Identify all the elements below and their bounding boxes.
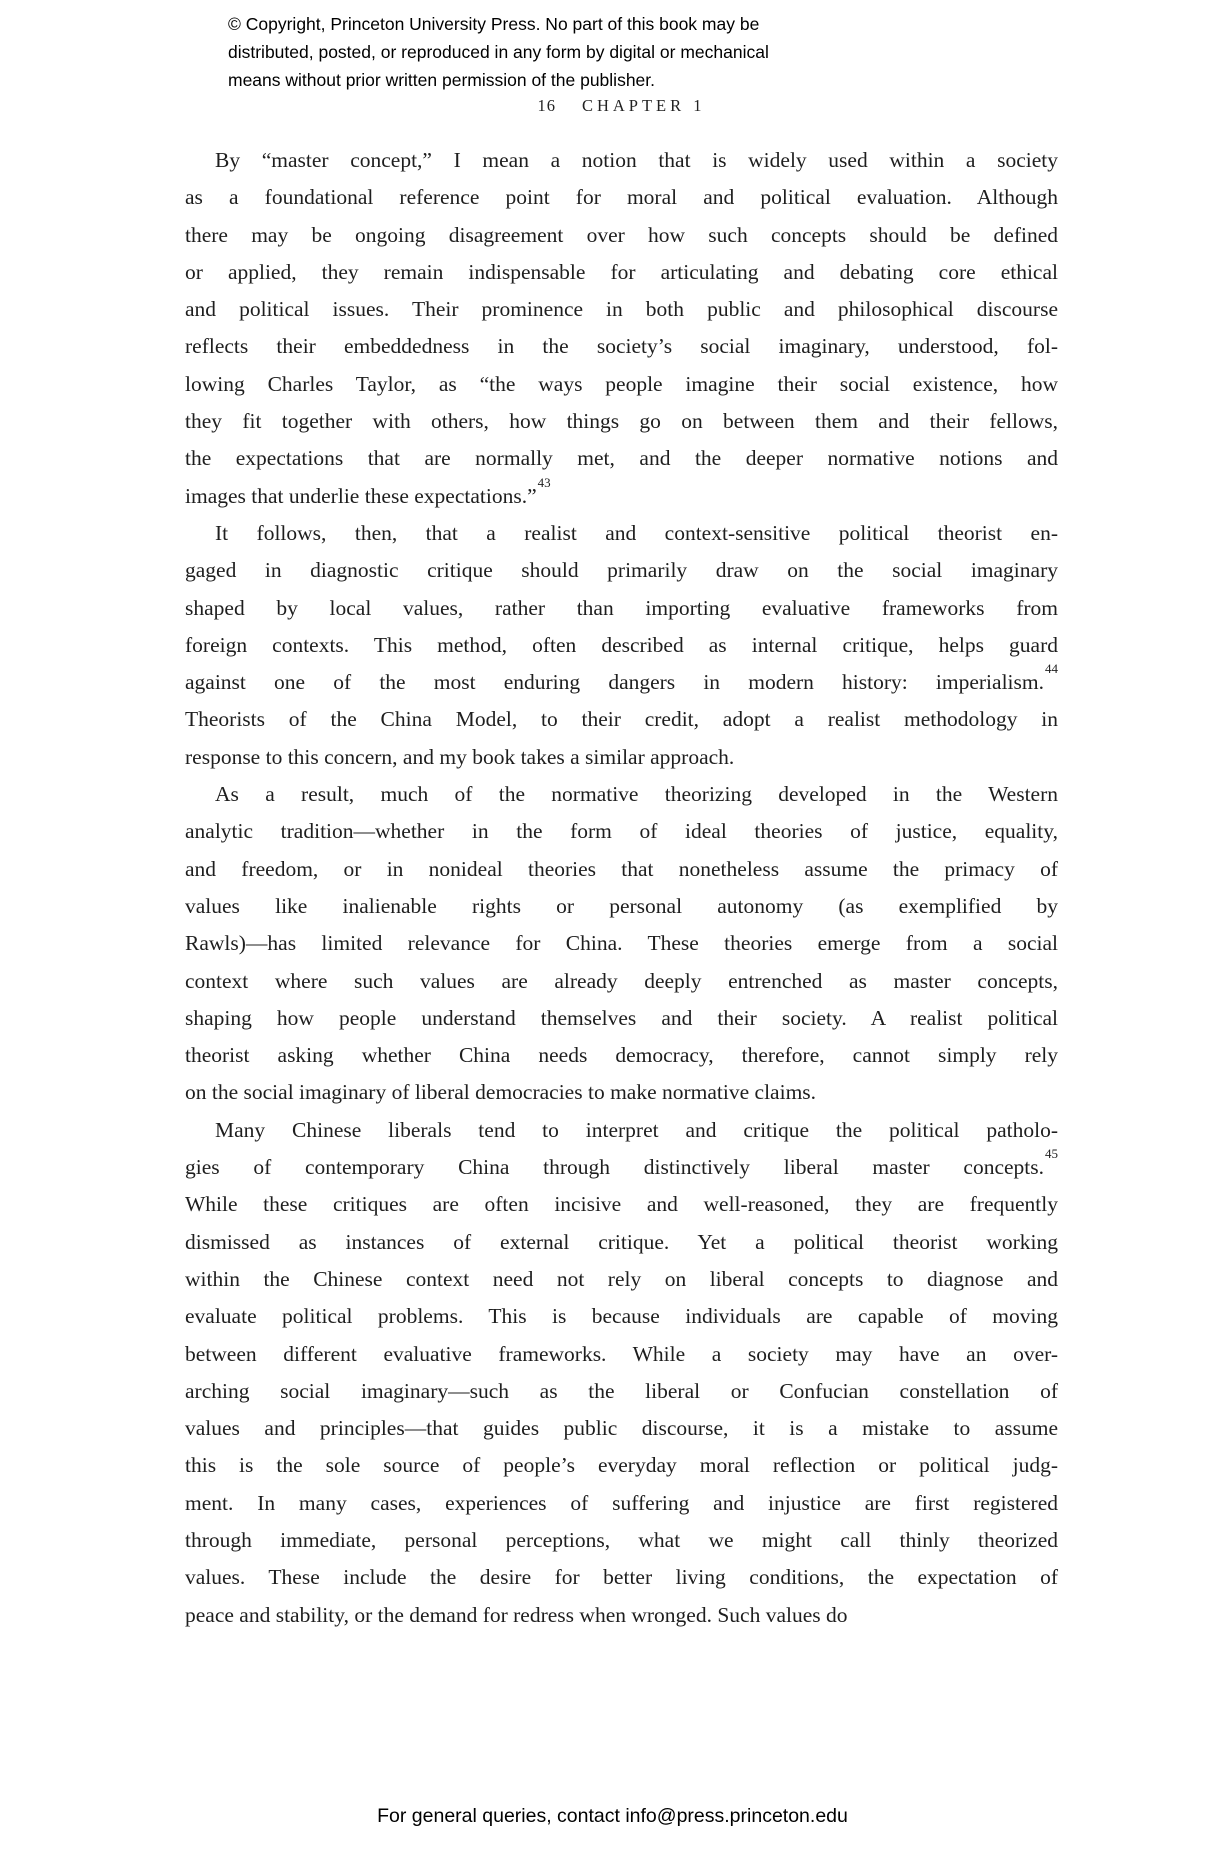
- text-line-content: analytic tradition—whether in the form of ideal theories of justice, equality,: [185, 819, 1058, 844]
- body-text: [185, 142, 1058, 1634]
- text-line: [185, 403, 1058, 440]
- text-line: [185, 627, 1058, 664]
- text-line: [185, 366, 1058, 403]
- copyright-line: distributed, posted, or reproduced in any form by digital or mechanical: [228, 42, 769, 62]
- text-line: [185, 1037, 1058, 1074]
- text-line: [185, 1336, 1058, 1373]
- text-line: [185, 1112, 1058, 1149]
- text-line-content: between different evaluative frameworks. While a society may have an over-: [185, 1341, 1058, 1366]
- text-line-content: values like inalienable rights or personal autonomy (as exemplified by: [185, 893, 1058, 918]
- text-line-content: lowing Charles Taylor, as “the ways people imagine their social existence, how: [185, 371, 1058, 396]
- text-line: [185, 474, 1058, 515]
- body-paragraph: [185, 1112, 1058, 1634]
- text-line: [185, 1074, 1058, 1111]
- text-line: [185, 179, 1058, 216]
- text-line-content: Theorists of the China Model, to their credit, adopt a realist methodology in: [185, 707, 1058, 732]
- text-line-content: shaped by local values, rather than importing evaluative frameworks from: [185, 595, 1058, 620]
- text-line: [185, 1373, 1058, 1410]
- footnote-reference: 43: [537, 474, 551, 490]
- text-line-content: as a foundational reference point for moral and political evaluation. Although: [185, 185, 1058, 210]
- footnote-reference: 44: [1045, 661, 1058, 676]
- text-line: [185, 328, 1058, 365]
- text-line: [185, 552, 1058, 589]
- text-line-content: and political issues. Their prominence in both public and philosophical discourse: [185, 297, 1058, 322]
- text-line-content: dismissed as instances of external critique. Yet a political theorist working: [185, 1229, 1058, 1254]
- text-line: [185, 254, 1058, 291]
- text-line-content: peace and stability, or the demand for redress when wronged. Such values do: [185, 1602, 848, 1627]
- body-paragraph: [185, 515, 1058, 776]
- text-line-content: evaluate political problems. This is because individuals are capable of moving: [185, 1304, 1058, 1329]
- text-line: [185, 1559, 1058, 1596]
- text-line-content: they fit together with others, how things go on between them and their fellows,: [185, 409, 1058, 434]
- text-line-content: or applied, they remain indispensable for articulating and debating core ethical: [185, 259, 1058, 284]
- text-line-content: ment. In many cases, experiences of suffering and injustice are first registered: [185, 1490, 1058, 1515]
- text-line: [185, 851, 1058, 888]
- text-line-content: Rawls)—has limited relevance for China. These theories emerge from a social: [185, 931, 1058, 956]
- text-line-content: this is the sole source of people’s everyday moral reflection or political judg-: [185, 1453, 1058, 1478]
- text-line: [185, 1410, 1058, 1447]
- footnote-reference: 45: [1045, 1145, 1058, 1161]
- text-line: [185, 1522, 1058, 1559]
- text-line-content: response to this concern, and my book takes a similar approach.: [185, 744, 735, 769]
- text-line: [185, 515, 1058, 552]
- text-line: [185, 776, 1058, 813]
- text-line-content: there may be ongoing disagreement over how such concepts should be defined: [185, 222, 1058, 247]
- text-line: [185, 661, 1058, 701]
- text-line-content: on the social imaginary of liberal democracies to make normative claims.: [185, 1080, 817, 1105]
- text-line-content: within the Chinese context need not rely on liberal concepts to diagnose and: [185, 1266, 1058, 1291]
- text-line: [185, 1224, 1058, 1261]
- text-line: [185, 1447, 1058, 1484]
- text-line: [185, 590, 1058, 627]
- text-line: [185, 142, 1058, 179]
- text-line-content: gies of contemporary China through distinctively liberal master concepts.: [185, 1155, 1044, 1180]
- text-line-content: foreign contexts. This method, often described as internal critique, helps guard: [185, 632, 1058, 657]
- text-line: [185, 1186, 1058, 1223]
- text-line-content: gaged in diagnostic critique should primarily draw on the social imaginary: [185, 558, 1058, 583]
- text-line-content: values and principles—that guides public discourse, it is a mistake to assume: [185, 1416, 1058, 1441]
- body-paragraph: [185, 142, 1058, 515]
- text-line-content: reflects their embeddedness in the society’s social imaginary, understood, fol-: [185, 334, 1058, 359]
- text-line: [185, 291, 1058, 328]
- text-line: [185, 440, 1058, 477]
- copyright-line: © Copyright, Princeton University Press. No part of this book may be: [228, 14, 760, 34]
- body-paragraph: [185, 776, 1058, 1112]
- text-line-content: values. These include the desire for better living conditions, the expectation of: [185, 1565, 1058, 1590]
- text-line: [185, 1298, 1058, 1335]
- text-line-content: and freedom, or in nonideal theories that nonetheless assume the primacy of: [185, 856, 1058, 881]
- text-line: [185, 813, 1058, 850]
- text-line-content: arching social imaginary—such as the liberal or Confucian constellation of: [185, 1378, 1058, 1403]
- text-line-content: through immediate, personal perceptions, what we might call thinly theorized: [185, 1527, 1058, 1552]
- page-number: 16: [537, 96, 556, 115]
- text-line: [185, 888, 1058, 925]
- text-line-content: theorist asking whether China needs democracy, therefore, cannot simply rely: [185, 1043, 1058, 1068]
- footer-queries-note: For general queries, contact info@press.princeton.edu: [377, 1805, 848, 1827]
- text-line-content: context where such values are already deeply entrenched as master concepts,: [185, 968, 1058, 993]
- text-line: [185, 1597, 1058, 1634]
- running-head: [185, 96, 1058, 116]
- text-line: [185, 217, 1058, 254]
- text-line: [185, 925, 1058, 962]
- text-line: [185, 1000, 1058, 1037]
- text-line-content: As a result, much of the normative theorizing developed in the Western: [215, 782, 1058, 807]
- text-line-content: By “master concept,” I mean a notion that is widely used within a society: [215, 148, 1058, 172]
- text-line: [185, 739, 1058, 776]
- text-line-content: It follows, then, that a realist and context-sensitive political theorist en-: [215, 520, 1058, 545]
- text-line-content: Many Chinese liberals tend to interpret and critique the political patholo-: [215, 1117, 1058, 1142]
- text-line: [185, 963, 1058, 1000]
- text-line: [185, 701, 1058, 738]
- text-line-content: images that underlie these expectations.”: [185, 483, 537, 508]
- text-line: [185, 1261, 1058, 1298]
- copyright-notice: [228, 10, 769, 94]
- chapter-label: CHAPTER 1: [581, 96, 706, 115]
- text-line-content: the expectations that are normally met, and the deeper normative notions and: [185, 446, 1058, 471]
- text-line-content: against one of the most enduring dangers in modern history: imperialism.: [185, 670, 1044, 695]
- text-line-content: While these critiques are often incisive and well-reasoned, they are frequently: [185, 1192, 1058, 1217]
- text-line-content: shaping how people understand themselves and their society. A realist political: [185, 1005, 1058, 1030]
- copyright-line: means without prior written permission of the publisher.: [228, 70, 656, 90]
- text-line: [185, 1145, 1058, 1186]
- text-line: [185, 1485, 1058, 1522]
